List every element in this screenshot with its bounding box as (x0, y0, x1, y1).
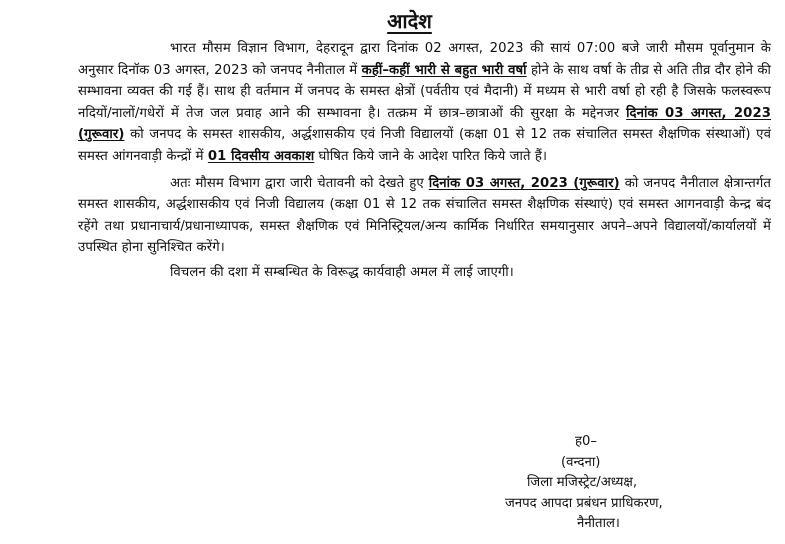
paragraph-text: होने के साथ वर्षा के तीव्र से अति तीव्र दौर होने की सम्भावना व्यक्त की गई हैं। साथ ही वर्तमान में जनपद के समस्त क्षेत्रों (पर्वतीय एवं मैदानी) में मध्यम से भारी वर्षा हो रही है जिसके फलस्वरूप नदियों/नालों/गधेरों में तेज जल प्रवाह आने की सम्भावना है। तत्क्रम में छात्र–छात्राओं की सुरक्षा के मद्देनजर (78, 62, 772, 121)
highlight-date: दिनांक 03 अगस्त, 2023 (गुरूवार) (78, 105, 771, 143)
highlight-holiday: 01 दिवसीय अवकाश (207, 148, 315, 164)
signatory-name: (वन्दना) (561, 454, 601, 470)
signature-mark: ह0– (575, 434, 597, 449)
signatory-authority: जनपद आपदा प्रबंधन प्राधिकरण, (505, 495, 663, 511)
signature-block (505, 432, 745, 535)
paragraph-text: को जनपद नैनीताल क्षेत्रान्तर्गत समस्त शासकीय, अर्द्धशासकीय एवं निजी विद्यालय (कक्षा 01 से 12 तक संचालित समस्त शैक्षणिक संस्थाएं) एवं समस्त आगनवाड़ी केन्द्र बंद रहेंगे तथा प्रधानाचार्य/प्रधानाध्यापक, समस्त शैक्षणिक एवं मिनिस्ट्रियल/अन्य कार्मिक निर्धारित समयानुसार अपने–अपने विद्यालयों/कार्यालयों में उपस्थित होना सुनिश्चित करेंगे। (78, 175, 771, 256)
highlight-date: दिनांक 03 अगस्त, 2023 (गुरूवार) (428, 175, 620, 191)
signatory-location: नैनीताल। (577, 516, 620, 531)
paragraph-action-warning: विचलन की दशा में सम्बन्धित के विरूद्ध कार्यवाही अमल में लाई जाएगी। (170, 264, 514, 280)
highlight-heavy-rain: कहीं–कहीं भारी से बहुत भारी वर्षा (361, 62, 527, 78)
signatory-designation: जिला मजिस्ट्रेट/अध्यक्ष, (527, 475, 638, 490)
paragraph-text: घोषित किये जाने के आदेश पारित किये जाते हैं। (314, 148, 548, 164)
paragraph-text: अतः मौसम विभाग द्वारा जारी चेतावनी को देखते हुए (170, 175, 429, 191)
paragraph-closure-order (78, 173, 771, 259)
document-title: आदेश (387, 9, 432, 33)
paragraph-text: को जनपद के समस्त शासकीय, अर्द्धशासकीय एवं निजी विद्यालयों (कक्षा 01 से 12 तक संचालित समस्त शैक्षणिक संस्थाओं) एवं समस्त आंगनवाड़ी केन्द्रों में (78, 127, 771, 164)
paragraph-text: भारत मौसम विज्ञान विभाग, देहरादून द्वारा दिनांक 02 अगस्त, 2023 की सायं 07:00 बजे जारी मौसम पूर्वानुमान के अनुसार दिनॉक 03 अगस्त, 2023 को जनपद नैनीताल में (78, 41, 771, 78)
paragraph-weather-forecast (78, 38, 771, 168)
